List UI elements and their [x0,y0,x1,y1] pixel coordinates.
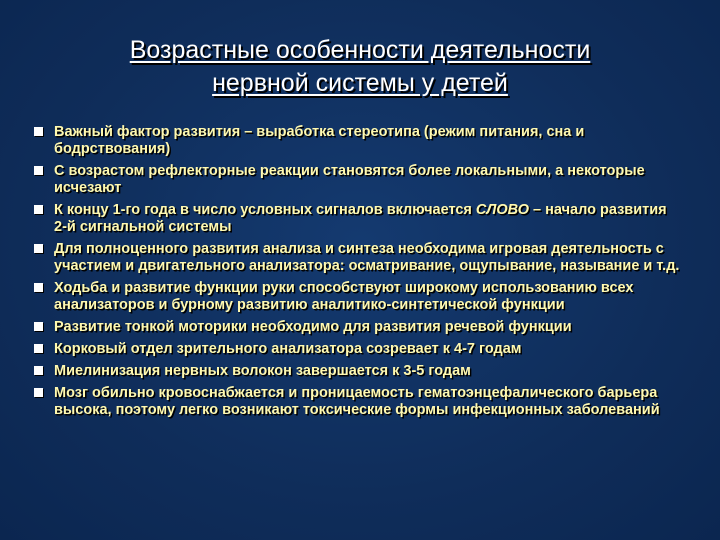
bullet-text-after: начало развития 2-й сигнальной системы [54,202,667,235]
slide-title [40,34,680,100]
bullet-text: Для полноценного развития анализа и синтеза необходима игровая деятельность с участием и двигательного анализатора: осматривание, ощупывание, называние и т.д. [54,241,680,274]
bullet-text: Корковый отдел зрительного анализатора созревает к 4-7 годам [54,341,522,357]
bullet-text: Миелинизация нервных волокон завершается к 3-5 годам [54,363,471,379]
bullet-text: Мозг обильно кровоснабжается и проницаемость гематоэнцефалического барьера высока, поэтому легко возникают токсические формы инфекционных заболеваний [54,385,660,418]
list-item [34,341,682,358]
square-bullet-icon [34,388,43,397]
bullet-text: С возрастом рефлекторные реакции становятся более локальными, а некоторые исчезают [54,163,645,196]
square-bullet-icon [34,366,43,375]
bullet-text: Важный фактор развития – выработка стереотипа (режим питания, сна и бодрствования) [54,124,585,157]
list-item [34,124,682,158]
square-bullet-icon [34,344,43,353]
list-item [34,363,682,380]
square-bullet-icon [34,127,43,136]
list-item [34,202,682,236]
bullet-text: Ходьба и развитие функции руки способствуют широкому использованию всех анализаторов и бурному развитию аналитико-синтетической функции [54,280,634,313]
bullet-text-before: К концу 1-го года в число условных сигналов включается [54,202,476,218]
list-item [34,385,682,419]
bullet-list [34,124,682,424]
square-bullet-icon [34,166,43,175]
list-item [34,163,682,197]
square-bullet-icon [34,322,43,331]
bullet-emphasis: СЛОВО – [475,202,542,218]
list-item [34,241,682,275]
slide-title-line-2: нервной системы у детей [212,69,508,97]
square-bullet-icon [34,244,43,253]
square-bullet-icon [34,283,43,292]
list-item [34,280,682,314]
bullet-text: Развитие тонкой моторики необходимо для развития речевой функции [54,319,572,335]
square-bullet-icon [34,205,43,214]
slide-title-line-1: Возрастные особенности деятельности [129,36,591,64]
list-item [34,319,682,336]
